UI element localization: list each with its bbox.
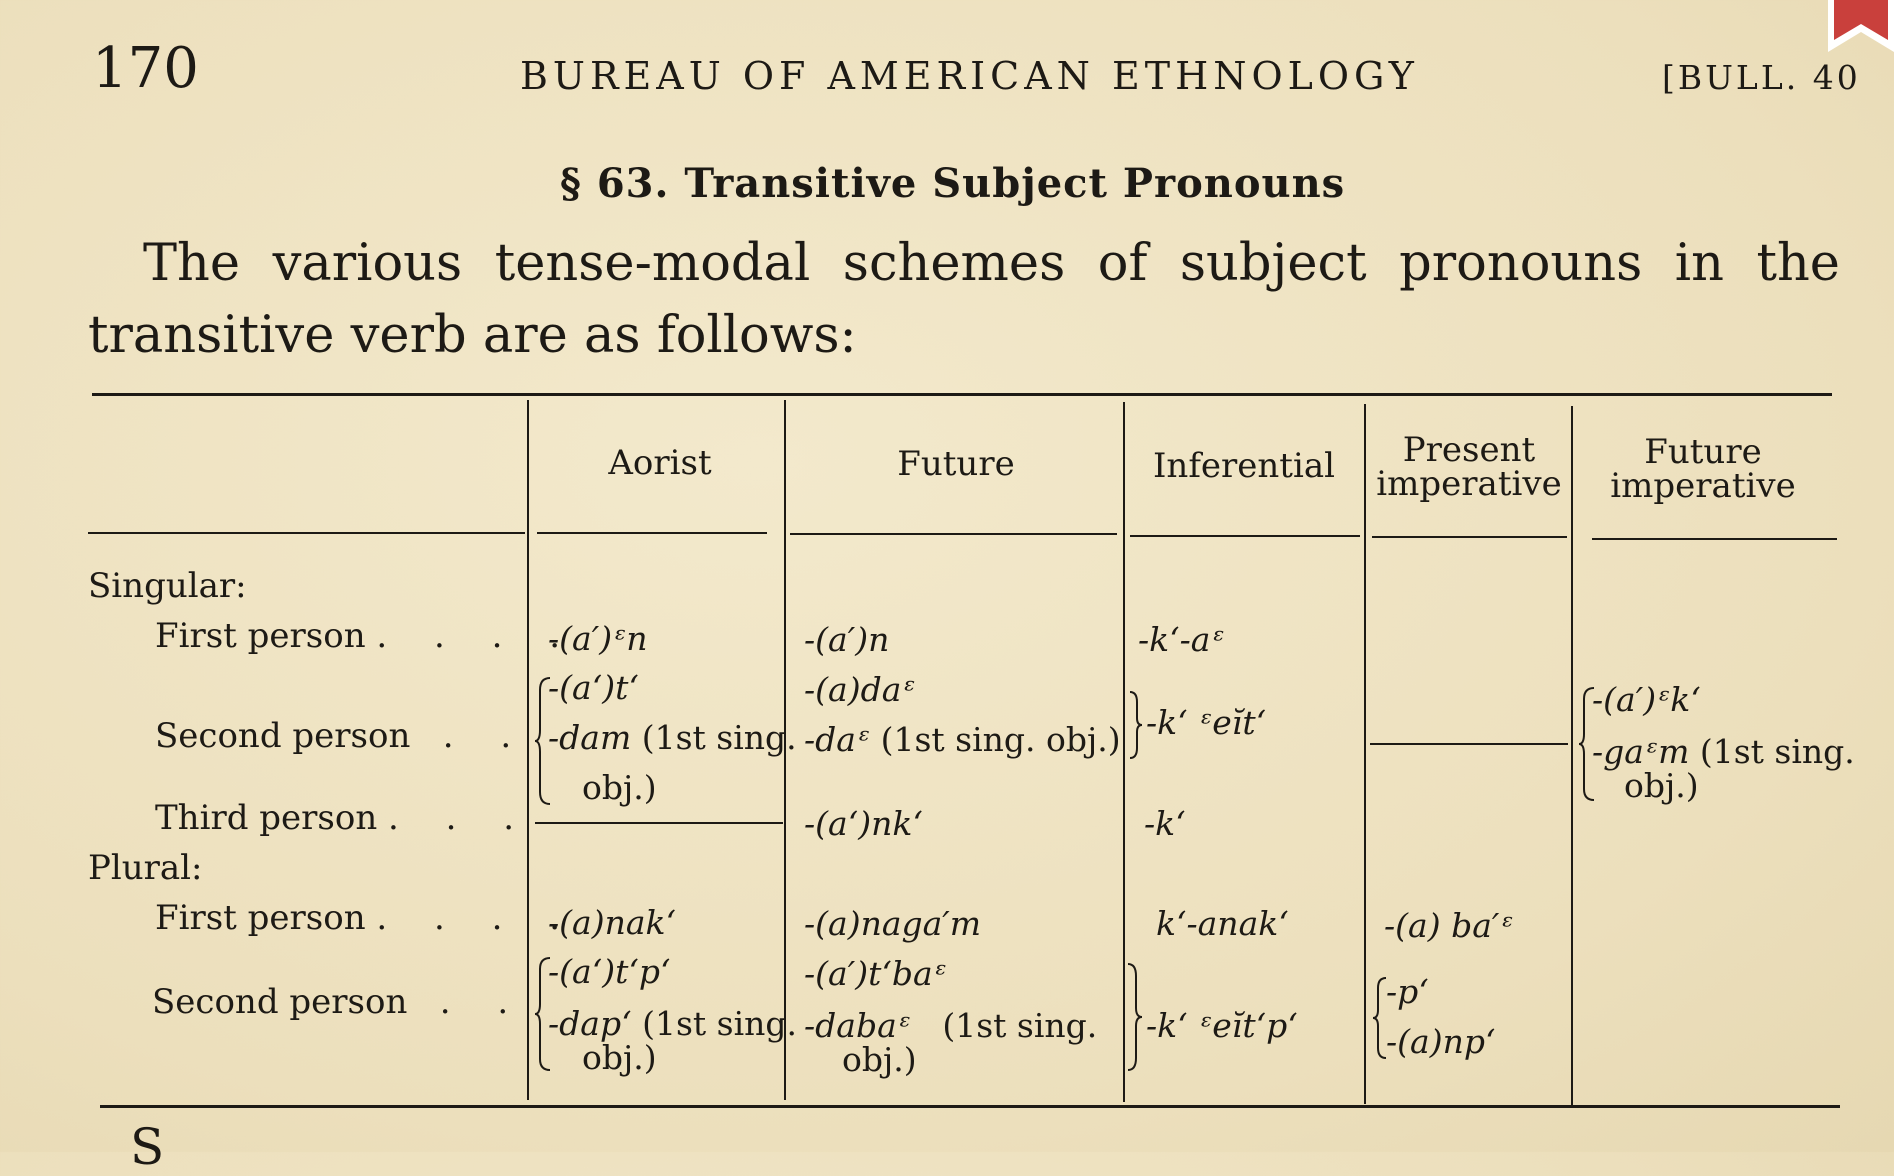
pl-second-present-imp-1: -p‘: [1386, 972, 1429, 1011]
present-imp-second-person-rule: [1370, 743, 1568, 745]
sg-second-future-imp-3: obj.): [1624, 766, 1699, 805]
header-rule-aorist: [537, 532, 767, 534]
brace-sg-second-inferential: [1128, 690, 1144, 760]
sg-second-inferential: -k‘ ᵋeĭt‘: [1146, 703, 1267, 742]
column-rule-4: [1364, 404, 1366, 1104]
pl-second-aorist-2: -dap‘ (1st sing.: [548, 1004, 797, 1043]
sg-second-aorist-2: -dam (1st sing.: [548, 718, 797, 757]
page-number: 170: [92, 36, 199, 101]
row-label-sg-second: Second person . .: [155, 716, 530, 756]
sg-second-future-imp-1: -(a′)ᵋk‘: [1592, 680, 1701, 719]
group-singular: Singular:: [88, 566, 247, 606]
running-title: BUREAU OF AMERICAN ETHNOLOGY: [520, 54, 1419, 98]
table-bottom-rule: [100, 1105, 1840, 1108]
sg-first-future: -(a′)n: [804, 620, 890, 659]
header-rule-stub: [88, 532, 525, 534]
section-title: § 63. Transitive Subject Pronouns: [560, 160, 1346, 207]
row-label-pl-first: First person . . . .: [155, 898, 579, 938]
bookmark-icon[interactable]: [1810, 0, 1894, 52]
pl-second-future-2: -dabaᵋ (1st sing.: [804, 1006, 1098, 1045]
row-label-sg-third: Third person . . .: [155, 798, 533, 838]
header-rule-future: [790, 533, 1117, 535]
header-rule-present-imp: [1372, 536, 1567, 538]
aorist-third-person-rule: [535, 822, 783, 824]
row-label-pl-second: Second person . .: [152, 982, 527, 1022]
column-rule-5: [1571, 406, 1573, 1106]
pl-first-present-imp: -(a) ba′ᵋ: [1384, 906, 1514, 945]
sg-first-inferential: -k‘-aᵋ: [1138, 620, 1225, 659]
col-header-present-imperative: Present imperative: [1376, 430, 1562, 504]
pl-first-future: -(a)naga′m: [804, 904, 982, 943]
col-header-inferential: Inferential: [1153, 446, 1335, 486]
sg-second-future-2: -daᵋ (1st sing. obj.): [804, 720, 1121, 759]
pl-second-future-1: -(a′)t‘baᵋ: [804, 954, 947, 993]
sg-first-aorist: -(a′)ᵋn: [548, 619, 648, 658]
pl-first-aorist: -(a)nak‘: [548, 903, 676, 942]
bulletin-label: [BULL. 40: [1662, 58, 1861, 97]
header-rule-inferential: [1130, 535, 1360, 537]
brace-pl-second-inferential: [1126, 962, 1144, 1072]
col-header-future: Future: [897, 444, 1015, 484]
pl-second-future-3: obj.): [842, 1040, 917, 1079]
pl-first-inferential: k‘-anak‘: [1156, 904, 1289, 943]
sg-second-aorist-1: -(a‘)t‘: [548, 668, 639, 707]
sg-second-future-1: -(a)daᵋ: [804, 670, 916, 709]
col-header-aorist: Aorist: [608, 443, 712, 483]
pl-second-aorist-3: obj.): [582, 1038, 657, 1077]
pl-second-inferential: -k‘ ᵋeĭt‘p‘: [1146, 1006, 1298, 1045]
pl-second-present-imp-2: -(a)np‘: [1386, 1022, 1496, 1061]
group-plural: Plural:: [88, 848, 203, 888]
sg-third-future: -(a‘)nk‘: [804, 804, 923, 843]
next-paragraph-fragment: S: [130, 1118, 165, 1176]
sg-third-inferential: -k‘: [1144, 804, 1186, 843]
column-rule-3: [1123, 402, 1125, 1102]
row-label-sg-first: First person . . . .: [155, 616, 579, 656]
header-rule-future-imp: [1592, 538, 1837, 540]
pl-second-aorist-1: -(a‘)t‘p‘: [548, 952, 671, 991]
sg-second-aorist-3: obj.): [582, 768, 657, 807]
col-header-future-imperative: Future imperative: [1610, 432, 1796, 506]
intro-paragraph: The various tense-modal schemes of subject pronouns in the transitive verb are as follows:: [88, 234, 1840, 365]
table-top-rule: [92, 393, 1832, 396]
sg-second-future-imp-2: -gaᵋm (1st sing.: [1592, 732, 1855, 771]
